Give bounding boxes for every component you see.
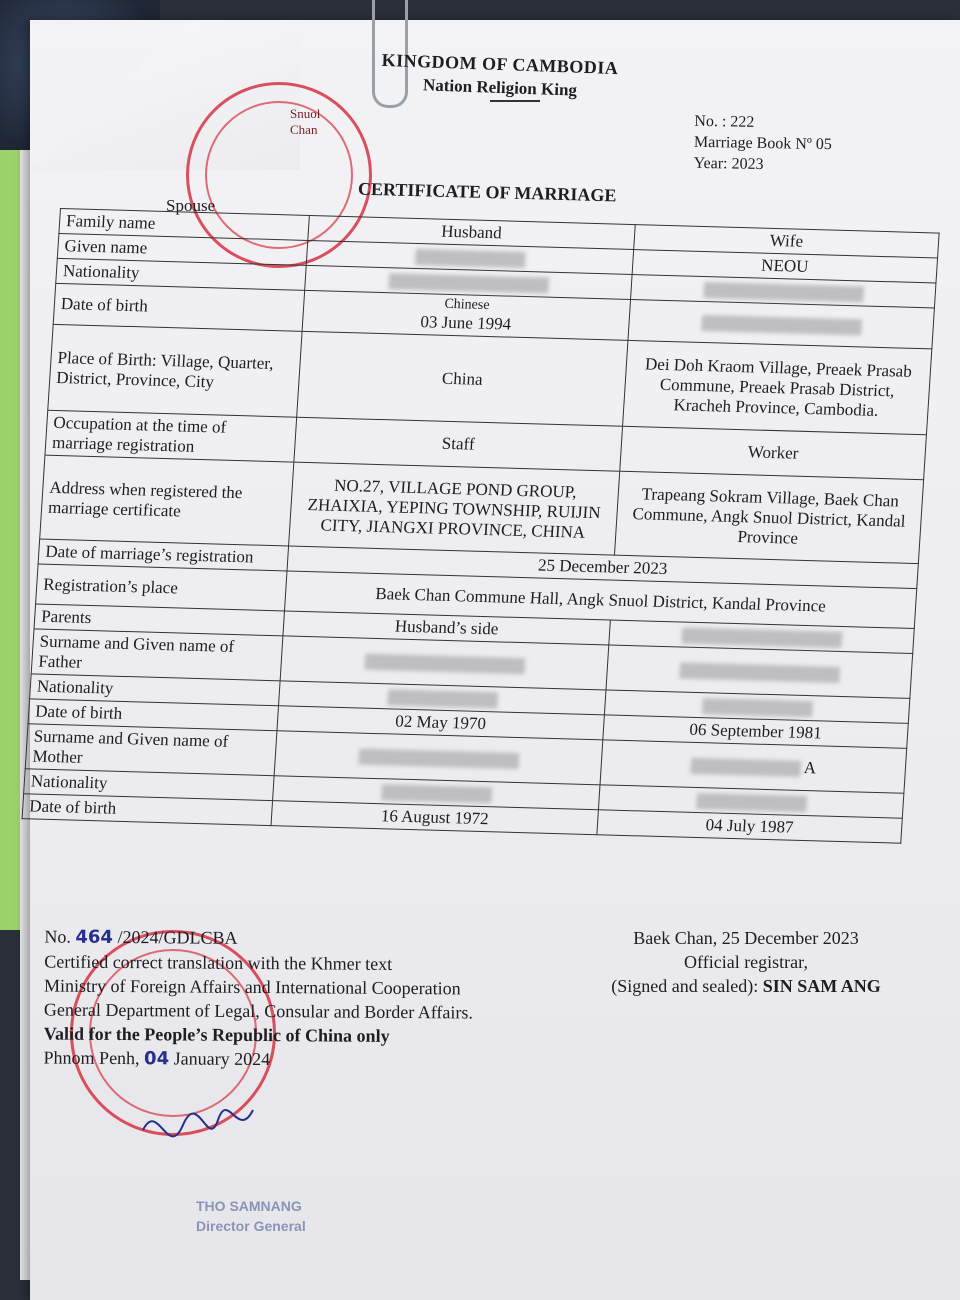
motto-heading: Nation Religion King <box>422 75 578 100</box>
spouse-label: Spouse <box>166 196 216 215</box>
husband-pob: China <box>297 331 628 426</box>
row-label: Given name <box>57 233 307 265</box>
row-label: Date of birth <box>28 699 278 731</box>
row-label: Address when registered the marriage certificate <box>40 455 294 546</box>
husband-address: NO.27, VILLAGE POND GROUP, ZHAIXIA, YEPING TOWNSHIP, RUIJIN CITY, JIANGXI PROVINCE, CHINA <box>289 462 620 555</box>
row-label: Place of Birth: Village, Quarter, District, Province, City <box>48 324 302 417</box>
wife-pob: Dei Doh Kraom Village, Preaek Prasab Commune, Preaek Prasab District, Kracheh Province, Cambodia. <box>623 340 932 434</box>
row-label: Surname and Given name of Father <box>31 629 283 681</box>
certificate-title: CERTIFICATE OF MARRIAGE <box>357 178 617 206</box>
registrar-block: Baek Chan, 25 December 2023 Official registrar, (Signed and sealed): SIN SAM ANG <box>611 928 881 996</box>
mother-in-law-dob: 04 July 1987 <box>597 810 902 843</box>
row-label: Date of birth <box>22 794 272 826</box>
wife-mother-name: A <box>600 740 907 793</box>
meta-book: Marriage Book Nº 05 <box>693 133 832 154</box>
husband-dob: Chinese 03 June 1994 <box>302 290 630 340</box>
row-label: Nationality <box>56 258 306 290</box>
meta-year: Year: 2023 <box>693 154 764 174</box>
certification-number: No. 464 /2024/GDLCBA <box>44 926 238 948</box>
wife-address: Trapeang Sokram Village, Baek Chan Commune, Angk Snuol District, Kandal Province <box>614 471 923 563</box>
father-dob: 02 May 1970 <box>277 706 604 740</box>
seal-text: Snuol Chan <box>290 106 321 137</box>
row-label: Family name <box>59 209 309 241</box>
row-label: Date of birth <box>53 283 304 331</box>
heading-rule <box>490 100 540 102</box>
director-block: THO SAMNANG Director General <box>196 1198 306 1234</box>
col-husband-header: Husband <box>308 215 635 249</box>
wife-occupation: Worker <box>620 426 927 479</box>
registration-place: Baek Chan Commune Hall, Angk Snuol District, Kandal Province <box>284 571 916 629</box>
row-label: Nationality <box>30 674 280 706</box>
translation-certification: No. 464 /2024/GDLCBA Certified correct translation with the Khmer text Ministry of Foreign Affairs and International Cooperation General Department of Legal, Consular and Border Affairs. Valid for the People’s Republic of China only Phnom Penh, 04 January 2024 <box>43 925 473 1074</box>
husband-side: Husband’s side <box>283 611 610 645</box>
signature-icon <box>138 1090 258 1170</box>
mother-dob: 16 August 1972 <box>271 801 598 835</box>
husband-occupation: Staff <box>294 417 623 471</box>
row-label: Surname and Given name of Mother <box>25 724 277 776</box>
father-in-law-dob: 06 September 1981 <box>603 715 908 748</box>
row-label: Nationality <box>24 769 274 801</box>
row-label: Date of marriage’s registration <box>38 539 288 571</box>
certificate-meta <box>693 111 832 176</box>
row-label: Parents <box>34 604 284 636</box>
row-label: Occupation at the time of marriage registration <box>45 410 297 462</box>
marriage-form <box>22 208 940 844</box>
registration-date: 25 December 2023 <box>287 546 918 589</box>
wife-given-name: NEOU <box>632 250 937 283</box>
meta-number: No. : 222 <box>694 112 755 131</box>
kingdom-heading: KINGDOM OF CAMBODIA <box>381 49 619 79</box>
row-label: Registration’s place <box>36 564 287 611</box>
certification-date: Phnom Penh, 04 January 2024 <box>43 1047 271 1070</box>
col-wife-header: Wife <box>634 225 939 258</box>
marriage-table <box>22 208 940 844</box>
